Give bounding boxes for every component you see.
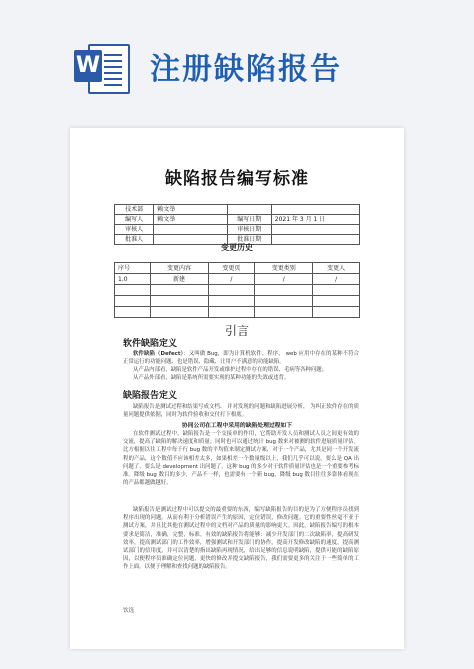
section-paragraph: 从产品外部看，缺陷是系统所需要实现的某种功能的失效或违背。	[133, 375, 290, 381]
section-paragraph: 从产品内部看，缺陷是软件产品开发或维护过程中存在的错误、毛病等各种问题；	[133, 367, 328, 373]
history-cell	[313, 307, 360, 318]
info-cell: 2021 年 3 月 1 日	[271, 215, 359, 225]
defect-term: 软件缺陷（Defect）	[133, 351, 184, 357]
info-cell: 审核人	[115, 225, 154, 235]
section-paragraph: 在软件测试过程中，缺陷报告是一个交接单的作用，它帮助开发人员和测试人员之间更有效的交流，提高了缺陷的解决速度和质量；同时也可以通过统计 bug 数来对被测的软件进展质量评估。 比方根据以往工程中每千行 bug 数的平均值来制定测试方案，对于一个产品，尤其是同一个开发流程的产品，这个数值不应该相差太多，如果相差一个数量级以上，我们几乎可以说，要么是 QA 出问题了，要么是 development 出问题了，这种 bug 的多少对于软件质量评估也是一个重要参考标准。降级 bug 数目的多少，产品不一样，也需要有一个新 bug，降级 bug 数目往往多靠体看现在的产品都越做越好。	[123, 431, 359, 487]
history-cell	[208, 296, 255, 307]
history-title: 变更历史	[221, 243, 253, 252]
document-title: 缺陷报告编写标准	[165, 169, 309, 189]
history-table	[114, 262, 360, 318]
history-cell	[255, 285, 313, 296]
word-badge: W	[74, 50, 102, 82]
history-row	[115, 296, 360, 307]
info-cell	[271, 205, 359, 215]
info-cell: 赖文举	[154, 215, 228, 225]
section-heading-report: 缺陷报告定义	[123, 391, 178, 401]
info-row	[115, 205, 360, 215]
history-cell	[115, 307, 151, 318]
history-cell: /	[313, 274, 360, 285]
history-cell	[150, 296, 208, 307]
section-heading-defect: 软件缺陷定义	[123, 339, 178, 349]
info-table	[114, 204, 360, 245]
history-header-cell: 变更内容	[150, 263, 208, 274]
history-cell	[313, 285, 360, 296]
banner-title: 注册缺陷报告	[150, 52, 342, 87]
history-cell: /	[208, 274, 255, 285]
history-row	[115, 274, 360, 285]
info-cell: 技术部	[115, 205, 154, 215]
history-cell: 1.0	[115, 274, 151, 285]
history-cell: /	[255, 274, 313, 285]
history-cell	[115, 296, 151, 307]
banner	[0, 0, 474, 118]
history-cell	[208, 285, 255, 296]
process-heading: 协同公司在工程中采用的缺陷处理过程如下	[181, 423, 293, 429]
footer-text: 饮选	[123, 608, 135, 614]
info-cell: 批准人	[115, 235, 154, 245]
section-paragraph: 软件缺陷（Defect）：又叫做 Bug，即为计算机软件、程序、 web 应用中存在的某种不符合正常运行的功能问题、也是错误、隐藏、让用户不满意的功能缺陷。	[123, 351, 359, 366]
history-cell	[150, 307, 208, 318]
history-header-cell: 变更页	[208, 263, 255, 274]
history-cell	[150, 285, 208, 296]
section-paragraph: 缺陷报告是测试过程和结果写成文档、 并对发现的问题和缺陷进展分析， 为纠正软件存在的质量问题提供依据，同时为软件验收和交付打下根底。	[123, 404, 359, 419]
history-header-cell: 序号	[115, 263, 151, 274]
info-cell	[227, 205, 271, 215]
info-cell	[154, 225, 228, 235]
history-cell	[313, 296, 360, 307]
history-row	[115, 307, 360, 318]
info-cell: 编写日期	[227, 215, 271, 225]
info-row	[115, 215, 360, 225]
history-row	[115, 285, 360, 296]
info-cell	[271, 225, 359, 235]
section-paragraph: 缺陷报告是测试过程中可以提交的最重要的东西，编写缺陷报告的目的是为了方便程序员找到程序出现的问题。从而有利于分析错误产生的原因，定位错误，修改问题。它的重要性丝毫不亚于测试方案，并且比其他在测试过程中的文档对产品的质量的影响更大。因此，缺陷报告编写的根本要求是简洁，准确，完整，标准。有效的缺陷报告将能够：减少开发部门的二次缺陷率，提高研发效率，提高测试部门的工作效率，增强测试和开发部门的协作。提高开发修改缺陷的速度，提高测试部门的信用度，并可以清楚的指出缺陷再现情况，给出足够的信息说明缺陷，提供可能的缺陷原因，以便程序员准确定位问题，更快的修改并提交缺陷报告，我们需要更多的关注于一些简单的工作上面，以便于理解和查找问题的缺陷报告。	[123, 507, 359, 571]
document-page	[70, 128, 404, 649]
history-cell: 新建	[150, 274, 208, 285]
history-header-row	[115, 263, 360, 274]
intro-heading: 引言	[224, 324, 249, 338]
info-cell: 审核日期	[227, 225, 271, 235]
info-row	[115, 225, 360, 235]
history-cell	[255, 296, 313, 307]
info-cell: 编写人	[115, 215, 154, 225]
info-cell: 批准日期	[227, 235, 271, 245]
history-cell	[255, 307, 313, 318]
history-header-cell: 变更类别	[255, 263, 313, 274]
microsoft-word-icon	[74, 40, 128, 92]
info-cell: 赖文举	[154, 205, 228, 215]
history-header-cell: 变更人	[313, 263, 360, 274]
history-cell	[115, 285, 151, 296]
history-cell	[208, 307, 255, 318]
